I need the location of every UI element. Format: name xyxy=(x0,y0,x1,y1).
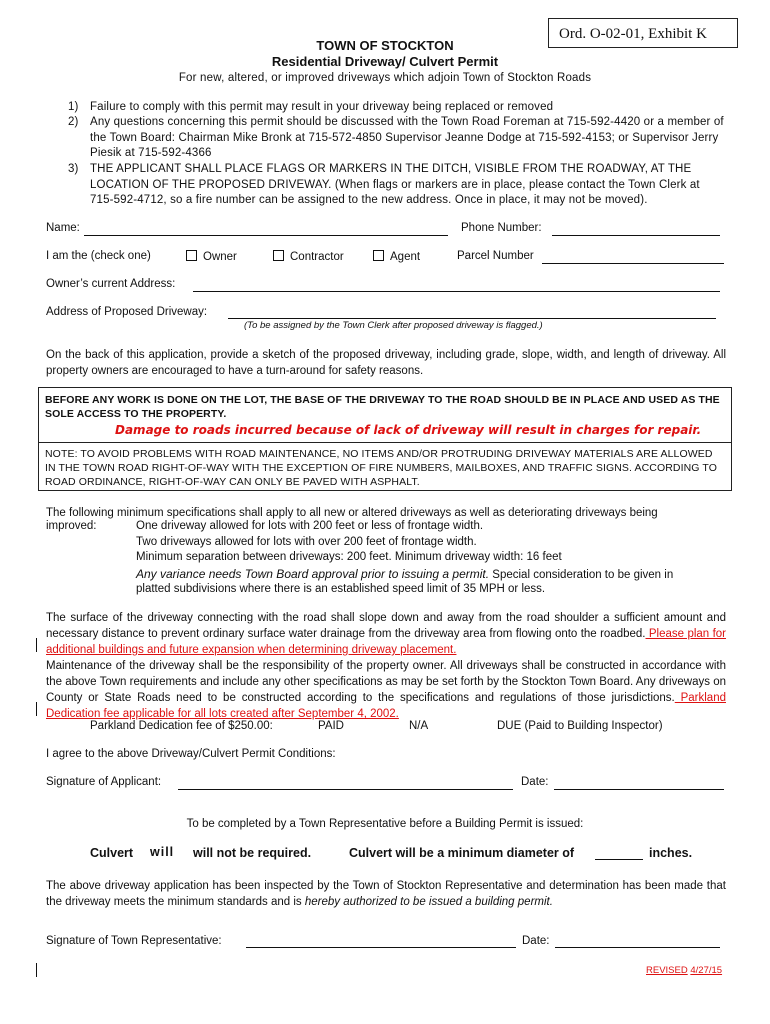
inspection-statement: The above driveway application has been inspected by the Town of Stockton Representative and determination has been made that the driveway meets the minimum standards and is hereby authorized to be issued a building permit. xyxy=(46,880,726,908)
parkland-paid: PAID xyxy=(318,720,344,732)
warning-bold-text: BEFORE ANY WORK IS DONE ON THE LOT, THE BASE OF THE DRIVEWAY TO THE ROAD SHOULD BE IN PLACE AND USED AS THE SOLE ACCESS TO THE PROPERTY. xyxy=(45,394,720,420)
role-label: I am the (check one) xyxy=(46,250,151,262)
name-label: Name: xyxy=(46,222,80,234)
rep-date-field[interactable] xyxy=(555,947,720,948)
change-bar xyxy=(36,638,37,652)
spec-line-3: Minimum separation between driveways: 200 feet. Minimum driveway width: 16 feet xyxy=(136,551,562,563)
spec-line-2: Two driveways allowed for lots with over 200 feet of frontage width. xyxy=(136,536,477,548)
change-bar xyxy=(36,963,37,977)
phone-field[interactable] xyxy=(552,235,720,236)
damage-warning: Damage to roads incurred because of lack of driveway will result in charges for repair. xyxy=(115,423,702,437)
owner-address-label: Owner’s current Address: xyxy=(46,278,176,290)
parcel-label: Parcel Number xyxy=(457,250,534,262)
specs-intro: The following minimum specifications shall apply to all new or altered driveways as well as deteriorating driveways being xyxy=(46,507,658,519)
intro-text: For new, altered, or improved driveways which adjoin Town of Stockton Roads xyxy=(178,72,592,84)
parkland-note: Parkland Dedication fee applicable for all lots created after September 4, 2002. xyxy=(46,692,726,720)
change-bar xyxy=(36,702,37,716)
sketch-instructions: On the back of this application, provide a sketch of the proposed driveway, including grade, slope, width, and length of driveway. All property owners are encouraged to have a turn-around for safety reasons. xyxy=(46,349,726,377)
rule-3: 3) THE APPLICANT SHALL PLACE FLAGS OR MARKERS IN THE DITCH, VISIBLE FROM THE ROADWAY, AT THE LOCATION OF THE PROPOSED DRIVEWAY. (When flags or markers are in place, please contact the Town Clerk at 715-592-4712, so a fire number can be assigned to the new address. Once in place, it may not be moved). xyxy=(68,163,700,206)
spec-line-1: One driveway allowed for lots with 200 feet or less of frontage width. xyxy=(136,520,484,532)
surface-paragraph: The surface of the driveway connecting with the road shall slope down and away from the road shoulder a sufficient amount and necessary distance to prevent ordinary surface water drainage from the driveway area from flowing onto the roadbed. Please plan for additional buildings and future expansion when determining driveway placement. Maintenance of the driveway shall be the responsibility of the property owner. All driveways shall be constructed in accordance with the above Town requirements and include any other specifications as may be set forth by the Stockton Town Board. Any driveways on County or State Roads need to be constructed according to the specifications and regulations of those jurisdictions. Parkland Dedication fee applicable for all lots created after September 4, 2002. xyxy=(46,612,726,720)
page-title: TOWN OF STOCKTON xyxy=(316,38,454,53)
rule-2: 2) Any questions concerning this permit should be discussed with the Town Road Foreman at 715-592-4420 or a member of the Town Board: Chairman Mike Bronk at 715-572-4850 Supervisor Jeanne Dodge at 715-592-4153; or Supervisor Jerry Piesik at 715-592-4366 xyxy=(68,116,724,159)
culvert-will-not[interactable]: will not be required. xyxy=(193,846,312,860)
contractor-checkbox[interactable]: Contractor xyxy=(273,250,344,263)
applicant-date-label: Date: xyxy=(521,776,549,788)
phone-label: Phone Number: xyxy=(461,222,542,234)
parkland-label: Parkland Dedication fee of $250.00: xyxy=(90,720,273,732)
agent-checkbox[interactable]: Agent xyxy=(373,250,420,263)
rule-1: 1) Failure to comply with this permit may result in your driveway being replaced or removed xyxy=(68,101,554,113)
name-field[interactable] xyxy=(84,235,448,236)
checkbox-icon xyxy=(186,250,197,261)
owner-address-field[interactable] xyxy=(193,291,720,292)
specs-improved: improved: xyxy=(46,520,97,532)
agree-text: I agree to the above Driveway/Culvert Permit Conditions: xyxy=(46,748,336,760)
warning-box xyxy=(38,387,732,491)
culvert-diameter-field[interactable] xyxy=(595,859,643,860)
culvert-inches: inches. xyxy=(649,846,693,860)
proposed-address-field[interactable] xyxy=(228,318,716,319)
parkland-na: N/A xyxy=(409,720,429,732)
revision-stamp: REVISED 4/27/15 xyxy=(646,965,723,976)
applicant-date-field[interactable] xyxy=(554,789,724,790)
owner-checkbox[interactable]: Owner xyxy=(186,250,237,263)
culvert-will[interactable]: will xyxy=(150,845,175,859)
proposed-address-note: (To be assigned by the Town Clerk after proposed driveway is flagged.) xyxy=(244,320,543,331)
spec-line-5: platted subdivisions where there is an established speed limit of 35 MPH or less. xyxy=(136,583,546,595)
expansion-note: Please plan for additional buildings and future expansion when determining driveway placement. xyxy=(46,628,726,656)
culvert-diameter-label: Culvert will be a minimum diameter of xyxy=(349,846,575,860)
rep-signature-label: Signature of Town Representative: xyxy=(46,935,222,947)
culvert-label: Culvert xyxy=(90,846,134,860)
applicant-signature-label: Signature of Applicant: xyxy=(46,776,162,788)
parcel-field[interactable] xyxy=(542,263,724,264)
rep-date-label: Date: xyxy=(522,935,550,947)
proposed-address-label: Address of Proposed Driveway: xyxy=(46,306,208,318)
rep-intro: To be completed by a Town Representative before a Building Permit is issued: xyxy=(186,818,584,830)
page-subtitle: Residential Driveway/ Culvert Permit xyxy=(271,54,499,69)
road-maintenance-note: NOTE: TO AVOID PROBLEMS WITH ROAD MAINTENANCE, NO ITEMS AND/OR PROTRUDING DRIVEWAY MATERIALS ARE ALLOWED IN THE TOWN ROAD RIGHT-OF-WAY WITH THE EXCEPTION OF FIRE NUMBERS, MAILBOXES, AND TRAFFIC SIGNS. ACCORDING TO ROAD ORDINANCE, RIGHT-OF-WAY CAN ONLY BE PAVED WITH ASPHALT. xyxy=(45,448,717,488)
parkland-due: DUE (Paid to Building Inspector) xyxy=(497,720,663,732)
checkbox-icon xyxy=(373,250,384,261)
rep-signature-field[interactable] xyxy=(246,947,516,948)
exhibit-label: Ord. O-02-01, Exhibit K xyxy=(548,18,738,48)
checkbox-icon xyxy=(273,250,284,261)
applicant-signature-field[interactable] xyxy=(178,789,513,790)
spec-variance: Any variance needs Town Board approval prior to issuing a permit. Special consideration to be given in xyxy=(136,567,674,581)
